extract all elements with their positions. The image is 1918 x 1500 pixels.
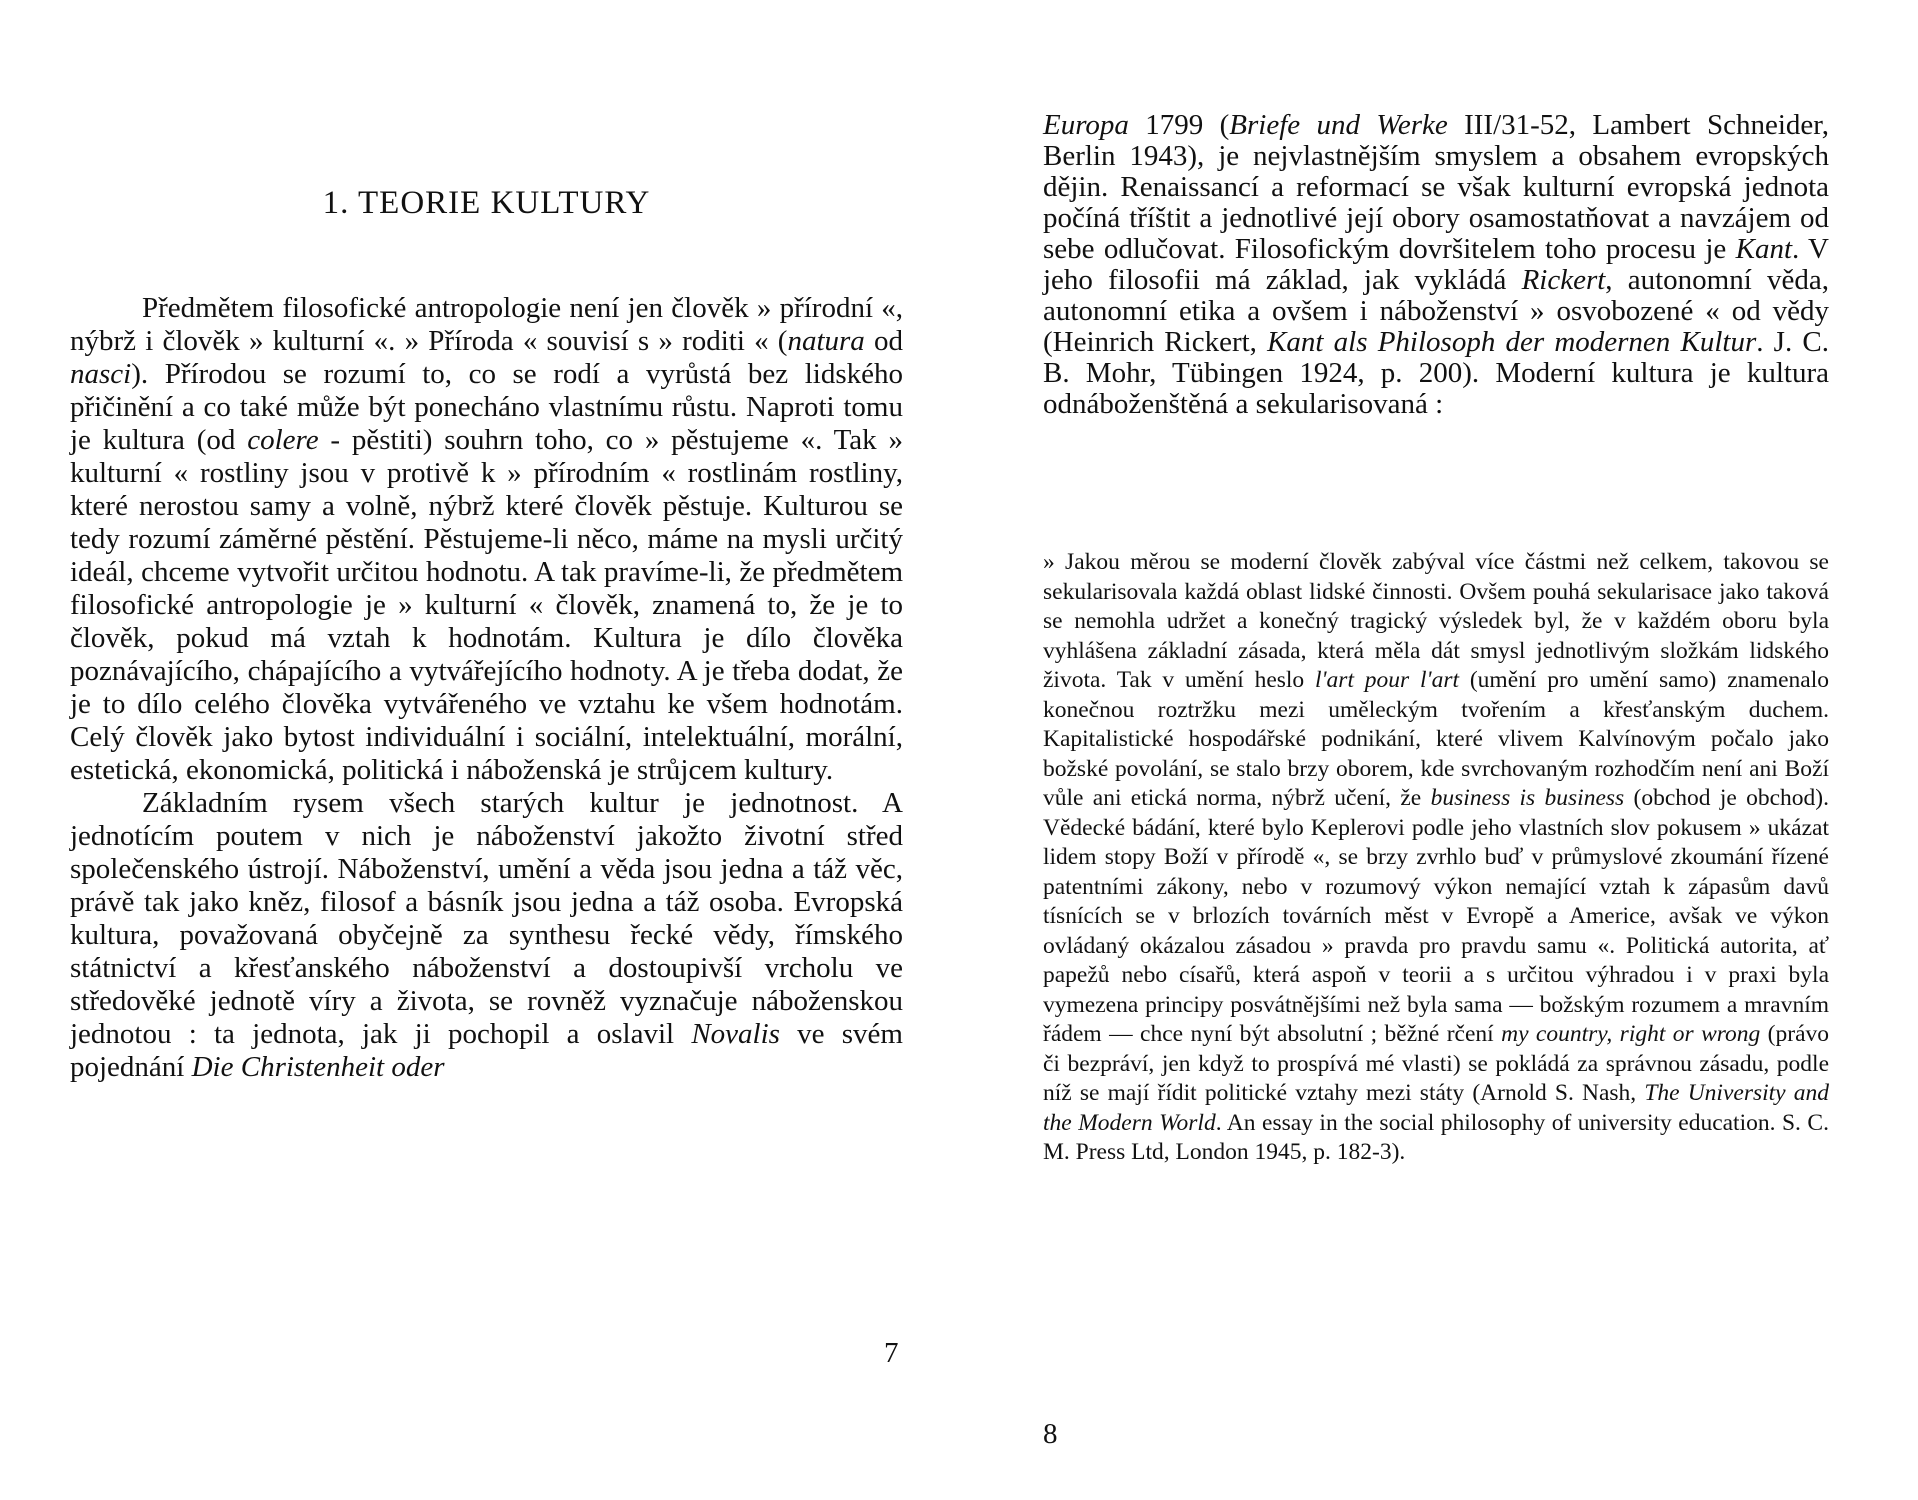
block-quote [1043,548,1829,1168]
italic-run: natura [787,325,865,357]
text-run: . J. C. B. Mohr, Tübingen 1924, p. 200). Moderní kultura je kultura odnáboženštěná a sekularisovaná : [1043,326,1829,420]
text-run: ). Přírodou se rozumí to, co se rodí a vyrůstá bez lidského přičinění a co také může být ponecháno vlastnímu růstu. Naproti tomu je kultura (od [70,358,903,456]
italic-run: Kant [1735,233,1793,265]
italic-run: Europa [1043,109,1129,141]
italic-run: l'art pour l'art [1315,667,1460,693]
italic-run: Die Christenheit oder [191,1051,445,1083]
paragraph [70,787,903,1084]
text-run: . An essay in the social philosophy of university education. S. C. M. Press Ltd, London 1945, p. 182-3). [1043,1109,1829,1165]
page-number: 7 [884,1337,899,1369]
right-page [959,0,1918,1500]
italic-run: Briefe und Werke [1229,109,1448,141]
text-run: III/31-52, Lambert Schneider, Berlin 1943), je nejvlastnějším smyslem a obsahem evropských dějin. Renaissancí a reformací se však kulturní evropská jednota počíná tříštit a jednotlivé její obory osamostatňovat a navzájem od sebe odlučovat. Filosofickým dovršitelem toho procesu je [1043,109,1829,265]
paragraph [70,292,903,787]
italic-run: business is business [1430,785,1625,811]
right-body-text [1043,110,1829,420]
text-run: Základním rysem všech starých kultur je jednotnost. A jednotícím poutem v nich je náboženství jakožto životní střed společenského ústrojí. Náboženství, umění a věda jsou jedna a táž věc, právě tak jako kněz, filosof a básník jsou jedna a táž osoba. Evropská kultura, považovaná obyčejně za synthesu řecké vědy, římského státnictví a křesťanského náboženství a dostoupivší vrcholu ve středověké jednotě víry a života, se rovněž vyznačuje náboženskou jednotou : ta jednota, jak ji pochopil a oslavil [70,787,903,1050]
italic-run: Kant als Philosoph der modernen Kultur [1267,326,1757,358]
text-run: » Jakou měrou se moderní člověk zabýval více částmi než celkem, takovou se sekularisovala každá oblast lidské činnosti. Ovšem pouhá sekularisace jako taková se nemohla udržet a konečný tragický výsledek byl, že v každém oboru byla vyhlášena základní zásada, která měla dát smysl jednotlivým složkám lidského života. Tak v umění heslo [1043,549,1829,693]
italic-run: The University and the Modern World [1043,1080,1830,1136]
text-run: od [864,325,904,357]
text-run: . V jeho filosofii má základ, jak vykládá [1043,233,1829,296]
italic-run: Rickert [1521,264,1606,296]
italic-run: my country, right or wrong [1501,1021,1761,1047]
paragraph [1043,110,1829,420]
text-run: (právo či bezpráví, jen když to prospívá mé vlasti) se pokládá za správnou zásadu, podle níž se mají řídit politické vztahy mezi státy (Arnold S. Nash, [1043,1021,1829,1106]
left-body-text [70,292,903,1084]
italic-run: colere [247,424,319,456]
italic-run: Novalis [691,1018,780,1050]
text-run: (obchod je obchod). Vědecké bádání, které bylo Keplerovi podle jeho vlastních slov pokusem » ukázat lidem stopy Boží v přírodě «, se brzy zvrhlo buď v průmyslové zkoumání řízené patentními zákony, nebo v rozumový výkon nemající vztah k zápasům davů tísnících se v brlozích továrních měst v Evropě a Americe, avšak ve výkon ovládaný okázalou zásadou » pravda pro pravdu samu «. Politická autorita, ať papežů nebo císařů, která aspoň v teorii a s určitou výhradou i v praxi byla vymezena principy posvátnějšími než byla sama — božským rozumem a mravním řádem — chce nyní být absolutní ; běžné rčení [1043,785,1829,1047]
italic-run: nasci [70,358,132,390]
text-run: , autonomní věda, autonomní etika a ovšem i náboženství » osvobozené « od vědy (Heinrich Rickert, [1043,264,1829,358]
text-run: 1799 ( [1128,109,1230,141]
text-run: - pěstiti) souhrn toho, co » pěstujeme «. Tak » kulturní « rostliny jsou v protivě k » přírodním « rostlinám rostliny, které nerostou samy a volně, nýbrž které člověk pěstuje. Kulturou se tedy rozumí záměrné pěstění. Pěstujeme-li něco, máme na mysli určitý ideál, chceme vytvořit určitou hodnotu. A tak pravíme-li, že předmětem filosofické antropologie je » kulturní « člověk, znamená to, že je to člověk, pokud má vztah k hodnotám. Kultura je dílo člověka poznávajícího, chápajícího a vytvářejícího hodnoty. A je třeba dodat, že je to dílo celého člověka vytvářeného ve vztahu ke všem hodnotám. Celý člověk jako bytost individuální i sociální, intelektuální, morální, estetická, ekonomická, politická i náboženská je strůjcem kultury. [70,424,903,786]
chapter-title: 1. TEORIE KULTURY [322,185,651,221]
quote-paragraph [1043,548,1829,1168]
text-run: Předmětem filosofické antropologie není jen člověk » přírodní «, nýbrž i člověk » kulturní «. » Příroda « souvisí s » roditi « ( [70,292,903,357]
text-run: (umění pro umění samo) znamenalo konečnou roztržku mezi uměleckým tvořením a křesťanským duchem. Kapitalistické hospodářské podnikání, které vlivem Kalvínovým počalo jako božské povolání, se stalo brzy oborem, kde svrchovaným rozhodčím není ani Boží vůle ani etická norma, nýbrž učení, že [1043,667,1829,811]
text-run: ve svém pojednání [70,1018,903,1083]
page-number: 8 [1043,1418,1058,1450]
